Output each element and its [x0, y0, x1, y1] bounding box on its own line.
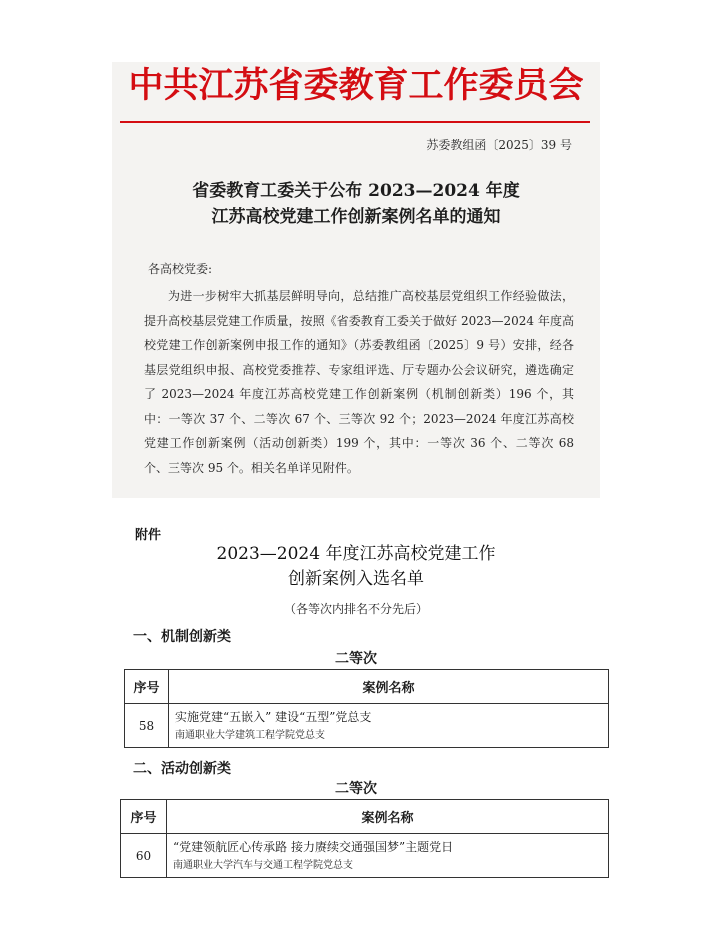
- case-unit: 南通职业大学汽车与交通工程学院党总支: [173, 859, 353, 871]
- row-number: 60: [121, 834, 167, 878]
- case-table-mechanism: [124, 669, 609, 748]
- table-row: [125, 704, 609, 748]
- red-divider-line: [120, 121, 590, 123]
- case-name: 实施党建“五嵌入” 建设“五型”党总支: [175, 709, 372, 724]
- row-case-cell: [167, 834, 609, 878]
- attachment-subtitle: （各等次内排名不分先后）: [283, 602, 428, 616]
- document-number: 苏委教组函〔2025〕39 号: [426, 138, 572, 152]
- notice-body: 为进一步树牢大抓基层鲜明导向，总结推广高校基层党组织工作经验做法，提升高校基层党建工作质量，按照《省委教育工委关于做好 2023—2024 年度高校党建工作创新案例申报工作的通知》（苏委教组函〔2025〕9 号）安排，经各基层党组织申报、高校党委推荐、专家组评选、厅专题办公会议研究，遴选确定了 2023—2024 年度江苏高校党建工作创新案例（机制创新类）196 个，其中：一等次 37 个、二等次 67 个、三等次 92 个；2023—2024 年度江苏高校党建工作创新案例（活动创新类）199 个，其中：一等次 36 个、二等次 68 个、三等次 95 个。相关名单详见附件。: [144, 289, 574, 475]
- notice-title-line-1: 省委教育工委关于公布 2023—2024 年度: [192, 181, 520, 201]
- attachment-title: [112, 542, 600, 592]
- issuing-organization: 中共江苏省委教育工作委员会: [128, 65, 584, 106]
- notice-title-line-2: 江苏高校党建工作创新案例名单的通知: [211, 207, 501, 227]
- column-header-number: 序号: [125, 670, 169, 704]
- case-table-activity: [120, 799, 609, 878]
- column-header-case-name: 案例名称: [169, 670, 609, 704]
- row-case-cell: [169, 704, 609, 748]
- case-name: “党建领航匠心传承路 接力赓续交通强国梦”主题党日: [173, 839, 454, 854]
- salutation: 各高校党委:: [148, 262, 213, 276]
- notice-title: [112, 178, 600, 230]
- column-header-case-name: 案例名称: [167, 800, 609, 834]
- grade-label-mechanism: 二等次: [335, 651, 377, 667]
- table-header-row: [121, 800, 609, 834]
- section-heading-mechanism: 一、机制创新类: [133, 629, 231, 645]
- attachment-title-line-2: 创新案例入选名单: [288, 569, 424, 589]
- column-header-number: 序号: [121, 800, 167, 834]
- row-number: 58: [125, 704, 169, 748]
- table-row: [121, 834, 609, 878]
- table-header-row: [125, 670, 609, 704]
- case-unit: 南通职业大学建筑工程学院党总支: [175, 729, 325, 741]
- grade-label-activity: 二等次: [335, 781, 377, 797]
- attachment-title-line-1: 2023—2024 年度江苏高校党建工作: [216, 544, 496, 564]
- section-heading-activity: 二、活动创新类: [133, 761, 231, 777]
- attachment-label: 附件: [135, 528, 162, 543]
